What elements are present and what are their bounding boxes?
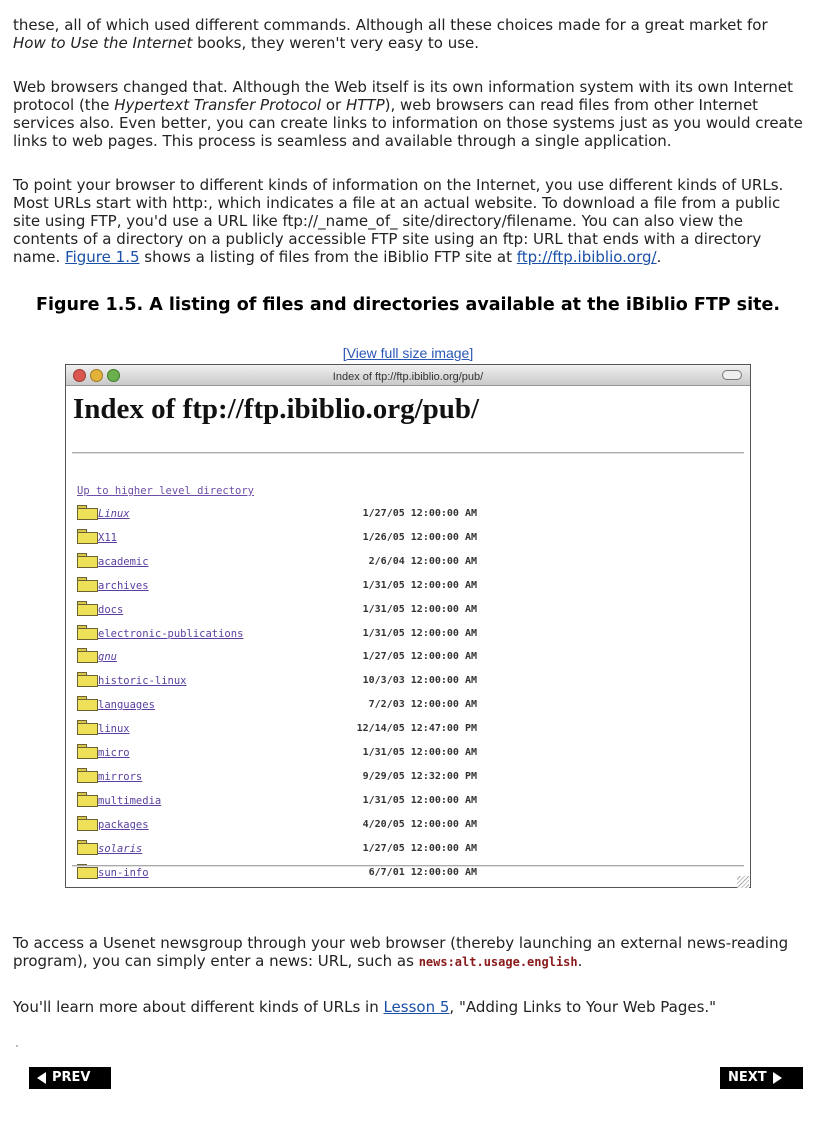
ftp-url-link[interactable]: ftp://ftp.ibiblio.org/ xyxy=(516,248,657,266)
file-list-row xyxy=(77,765,477,785)
file-list-row xyxy=(77,502,477,522)
file-list-row xyxy=(77,837,477,857)
file-list-row xyxy=(77,669,477,689)
folder-name-link: docs xyxy=(98,603,124,616)
folder-name-link: linux xyxy=(98,723,130,736)
window-content xyxy=(66,386,750,889)
lesson-link[interactable]: Lesson 5 xyxy=(383,998,450,1016)
arrow-left-icon xyxy=(37,1072,46,1084)
file-list-row xyxy=(77,574,477,594)
folder-icon xyxy=(77,672,97,685)
figure-link[interactable]: Figure 1.5 xyxy=(65,248,140,266)
file-list-row xyxy=(77,861,477,881)
next-button[interactable] xyxy=(720,1067,803,1089)
file-list-row xyxy=(77,550,477,570)
folder-name-link: Linux xyxy=(98,508,130,520)
folder-date: 1/31/05 12:00:00 AM xyxy=(362,579,477,591)
index-heading: Index of ftp://ftp.ibiblio.org/pub/ xyxy=(73,393,480,425)
folder-date: 1/27/05 12:00:00 AM xyxy=(362,508,477,519)
folder-date: 1/31/05 12:00:00 AM xyxy=(362,794,477,806)
folder-name-link: sun-info xyxy=(98,866,149,879)
folder-date: 1/31/05 12:00:00 AM xyxy=(362,603,477,615)
folder-name-link: historic-linux xyxy=(98,675,187,688)
folder-icon xyxy=(77,768,97,781)
folder-icon xyxy=(77,696,97,709)
folder-date: 7/2/03 12:00:00 AM xyxy=(368,699,477,711)
folder-icon xyxy=(77,529,97,542)
folder-name-link: X11 xyxy=(98,531,117,544)
window-title: Index of ftp://ftp.ibiblio.org/pub/ xyxy=(332,371,484,383)
file-list-row xyxy=(77,717,477,737)
folder-name-link: micro xyxy=(98,747,130,759)
file-list-row xyxy=(77,789,477,809)
folder-icon xyxy=(77,625,97,638)
divider xyxy=(72,452,744,454)
paragraph-4: To access a Usenet newsgroup through your web browser (thereby launching an external news-reading program), you can simply enter a news: URL, such as news:alt.usage.english. xyxy=(13,934,789,970)
view-full-size xyxy=(0,344,816,362)
resize-grip-icon xyxy=(737,876,749,888)
folder-name-link: archives xyxy=(98,579,149,592)
file-list-row xyxy=(77,813,477,833)
toolbar-toggle-icon xyxy=(722,370,742,380)
folder-icon xyxy=(77,744,97,757)
up-directory-link: Up to higher level directory xyxy=(77,485,255,497)
prev-label: PREV xyxy=(52,1070,91,1085)
folder-date: 1/27/05 12:00:00 AM xyxy=(362,651,477,663)
folder-name-link: languages xyxy=(98,699,155,712)
window-titlebar xyxy=(66,365,750,386)
folder-name-link: electronic-publications xyxy=(98,627,244,640)
file-list-row xyxy=(77,741,477,761)
folder-icon xyxy=(77,577,97,590)
view-full-size-link[interactable]: [View full size image] xyxy=(342,345,474,361)
folder-name-link: solaris xyxy=(98,842,143,855)
folder-icon xyxy=(77,601,97,614)
next-label: NEXT xyxy=(728,1070,767,1085)
folder-icon xyxy=(77,648,97,661)
paragraph-1: these, all of which used different commands. Although all these choices made for a great market for How to Use the Internet books, they weren't very easy to use. xyxy=(13,16,768,52)
divider xyxy=(72,865,744,867)
folder-date: 1/31/05 12:00:00 AM xyxy=(362,627,477,639)
file-list-row xyxy=(77,693,477,713)
arrow-right-icon xyxy=(773,1072,782,1084)
paragraph-2: Web browsers changed that. Although the Web itself is its own information system with its own Internet protocol (the Hypertext Transfer Protocol or HTTP), web browsers can read files from other Internet services also. Even better, you can create links to information on those systems just as you would create links to web pages. This process is seamless and available through a single application. xyxy=(13,78,803,150)
file-list-row xyxy=(77,622,477,642)
folder-name-link: multimedia xyxy=(98,794,162,807)
folder-name-link: academic xyxy=(98,555,149,568)
folder-icon xyxy=(77,720,97,733)
paragraph-3: To point your browser to different kinds of information on the Internet, you use different kinds of URLs. Most URLs start with http:, which indicates a file at an actual website. To download a file from a public site using FTP, you'd use a URL like ftp://_name_of_ site/directory/filename. You can also view the contents of a directory on a publicly accessible FTP site using an ftp: URL that ends with a directory name. Figure 1.5 shows a listing of files from the iBiblio FTP site at ftp://ftp.ibiblio.org/. xyxy=(13,176,784,266)
file-list-row xyxy=(77,526,477,546)
paragraph-5: You'll learn more about different kinds of URLs in Lesson 5, "Adding Links to Your Web Pages." xyxy=(13,998,717,1016)
separator-dot xyxy=(16,1045,18,1047)
inline-code: news:alt.usage.english xyxy=(418,955,578,969)
folder-icon xyxy=(77,816,97,829)
folder-date: 6/7/01 12:00:00 AM xyxy=(368,866,477,878)
prev-button[interactable] xyxy=(29,1067,111,1089)
folder-icon xyxy=(77,505,97,518)
folder-date: 2/6/04 12:00:00 AM xyxy=(368,555,477,567)
folder-date: 1/27/05 12:00:00 AM xyxy=(362,842,477,854)
folder-name-link: gnu xyxy=(98,651,117,664)
folder-icon xyxy=(77,792,97,805)
folder-date: 12/14/05 12:47:00 PM xyxy=(356,723,477,735)
folder-date: 9/29/05 12:32:00 PM xyxy=(362,770,477,782)
folder-name-link: mirrors xyxy=(98,770,143,783)
folder-date: 1/31/05 12:00:00 AM xyxy=(362,747,477,758)
folder-date: 1/26/05 12:00:00 AM xyxy=(362,531,477,543)
folder-name-link: packages xyxy=(98,818,149,831)
folder-icon xyxy=(77,553,97,566)
figure-title: Figure 1.5. A listing of files and directories available at the iBiblio FTP site. xyxy=(36,295,780,315)
folder-icon xyxy=(77,840,97,853)
browser-window-screenshot xyxy=(65,364,751,888)
folder-date: 10/3/03 12:00:00 AM xyxy=(362,675,477,687)
folder-date: 4/20/05 12:00:00 AM xyxy=(362,818,477,830)
file-list-row xyxy=(77,598,477,618)
file-list-row xyxy=(77,645,477,665)
